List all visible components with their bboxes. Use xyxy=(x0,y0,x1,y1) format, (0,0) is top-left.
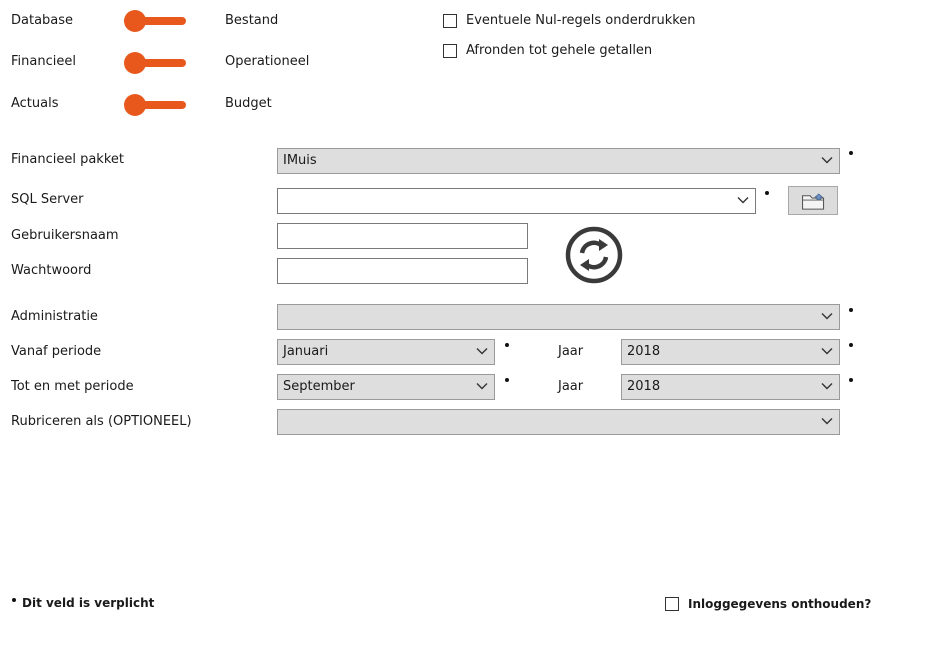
required-note: Dit veld is verplicht xyxy=(22,596,155,610)
remember-login-checkbox[interactable] xyxy=(665,597,679,611)
chevron-down-icon xyxy=(476,347,488,355)
to-year-label: Jaar xyxy=(558,379,584,394)
round-whole-checkbox[interactable] xyxy=(443,44,457,58)
to-year-value: 2018 xyxy=(627,379,661,394)
administration-select[interactable] xyxy=(277,304,840,330)
required-marker xyxy=(505,378,509,382)
to-period-select[interactable] xyxy=(277,374,495,400)
required-marker xyxy=(12,598,16,602)
classify-select[interactable] xyxy=(277,409,840,435)
toggle-actuals-label: Actuals xyxy=(11,96,59,111)
toggle-database-label: Database xyxy=(11,13,74,28)
required-marker xyxy=(849,151,853,155)
refresh-button[interactable] xyxy=(565,226,623,284)
chevron-down-icon xyxy=(821,312,833,320)
username-label: Gebruikersnaam xyxy=(11,228,119,243)
sql-server-label: SQL Server xyxy=(11,192,84,207)
toggle-financieel-label: Financieel xyxy=(11,54,76,69)
toggle-knob xyxy=(124,94,146,116)
toggle-track xyxy=(142,59,186,67)
chevron-down-icon xyxy=(821,382,833,390)
required-marker xyxy=(849,308,853,312)
financieel-operationeel-toggle[interactable] xyxy=(124,52,188,74)
toggle-bestand-label: Bestand xyxy=(225,13,279,28)
toggle-track xyxy=(142,17,186,25)
toggle-knob xyxy=(124,52,146,74)
remember-login-label: Inloggegevens onthouden? xyxy=(688,597,872,611)
chevron-down-icon xyxy=(821,347,833,355)
from-year-label: Jaar xyxy=(558,344,584,359)
password-label: Wachtwoord xyxy=(11,263,92,278)
from-year-select[interactable] xyxy=(621,339,840,365)
folder-browse-icon xyxy=(800,191,828,212)
toggle-operationeel-label: Operationeel xyxy=(225,54,310,69)
required-marker xyxy=(505,343,509,347)
username-input[interactable] xyxy=(277,223,528,249)
package-label: Financieel pakket xyxy=(11,152,124,167)
to-period-label: Tot en met periode xyxy=(11,379,134,394)
browse-server-button[interactable] xyxy=(788,186,838,215)
required-marker xyxy=(765,191,769,195)
suppress-zero-label: Eventuele Nul-regels onderdrukken xyxy=(466,13,696,28)
required-marker xyxy=(849,343,853,347)
chevron-down-icon xyxy=(821,156,833,164)
to-year-select[interactable] xyxy=(621,374,840,400)
from-period-label: Vanaf periode xyxy=(11,344,102,359)
actuals-budget-toggle[interactable] xyxy=(124,94,188,116)
database-bestand-toggle[interactable] xyxy=(124,10,188,32)
chevron-down-icon xyxy=(737,196,749,204)
package-select[interactable] xyxy=(277,148,840,174)
from-period-select[interactable] xyxy=(277,339,495,365)
password-input[interactable] xyxy=(277,258,528,284)
administration-label: Administratie xyxy=(11,309,98,324)
round-whole-label: Afronden tot gehele getallen xyxy=(466,43,653,58)
from-year-value: 2018 xyxy=(627,344,661,359)
required-marker xyxy=(849,378,853,382)
to-period-value: September xyxy=(283,379,355,394)
sql-server-select[interactable] xyxy=(277,188,756,214)
suppress-zero-checkbox[interactable] xyxy=(443,14,457,28)
toggle-track xyxy=(142,101,186,109)
package-value: IMuis xyxy=(283,153,317,168)
toggle-knob xyxy=(124,10,146,32)
from-period-value: Januari xyxy=(283,344,329,359)
chevron-down-icon xyxy=(476,382,488,390)
refresh-icon xyxy=(565,226,623,284)
chevron-down-icon xyxy=(821,417,833,425)
classify-label: Rubriceren als (OPTIONEEL) xyxy=(11,414,192,429)
toggle-budget-label: Budget xyxy=(225,96,272,111)
